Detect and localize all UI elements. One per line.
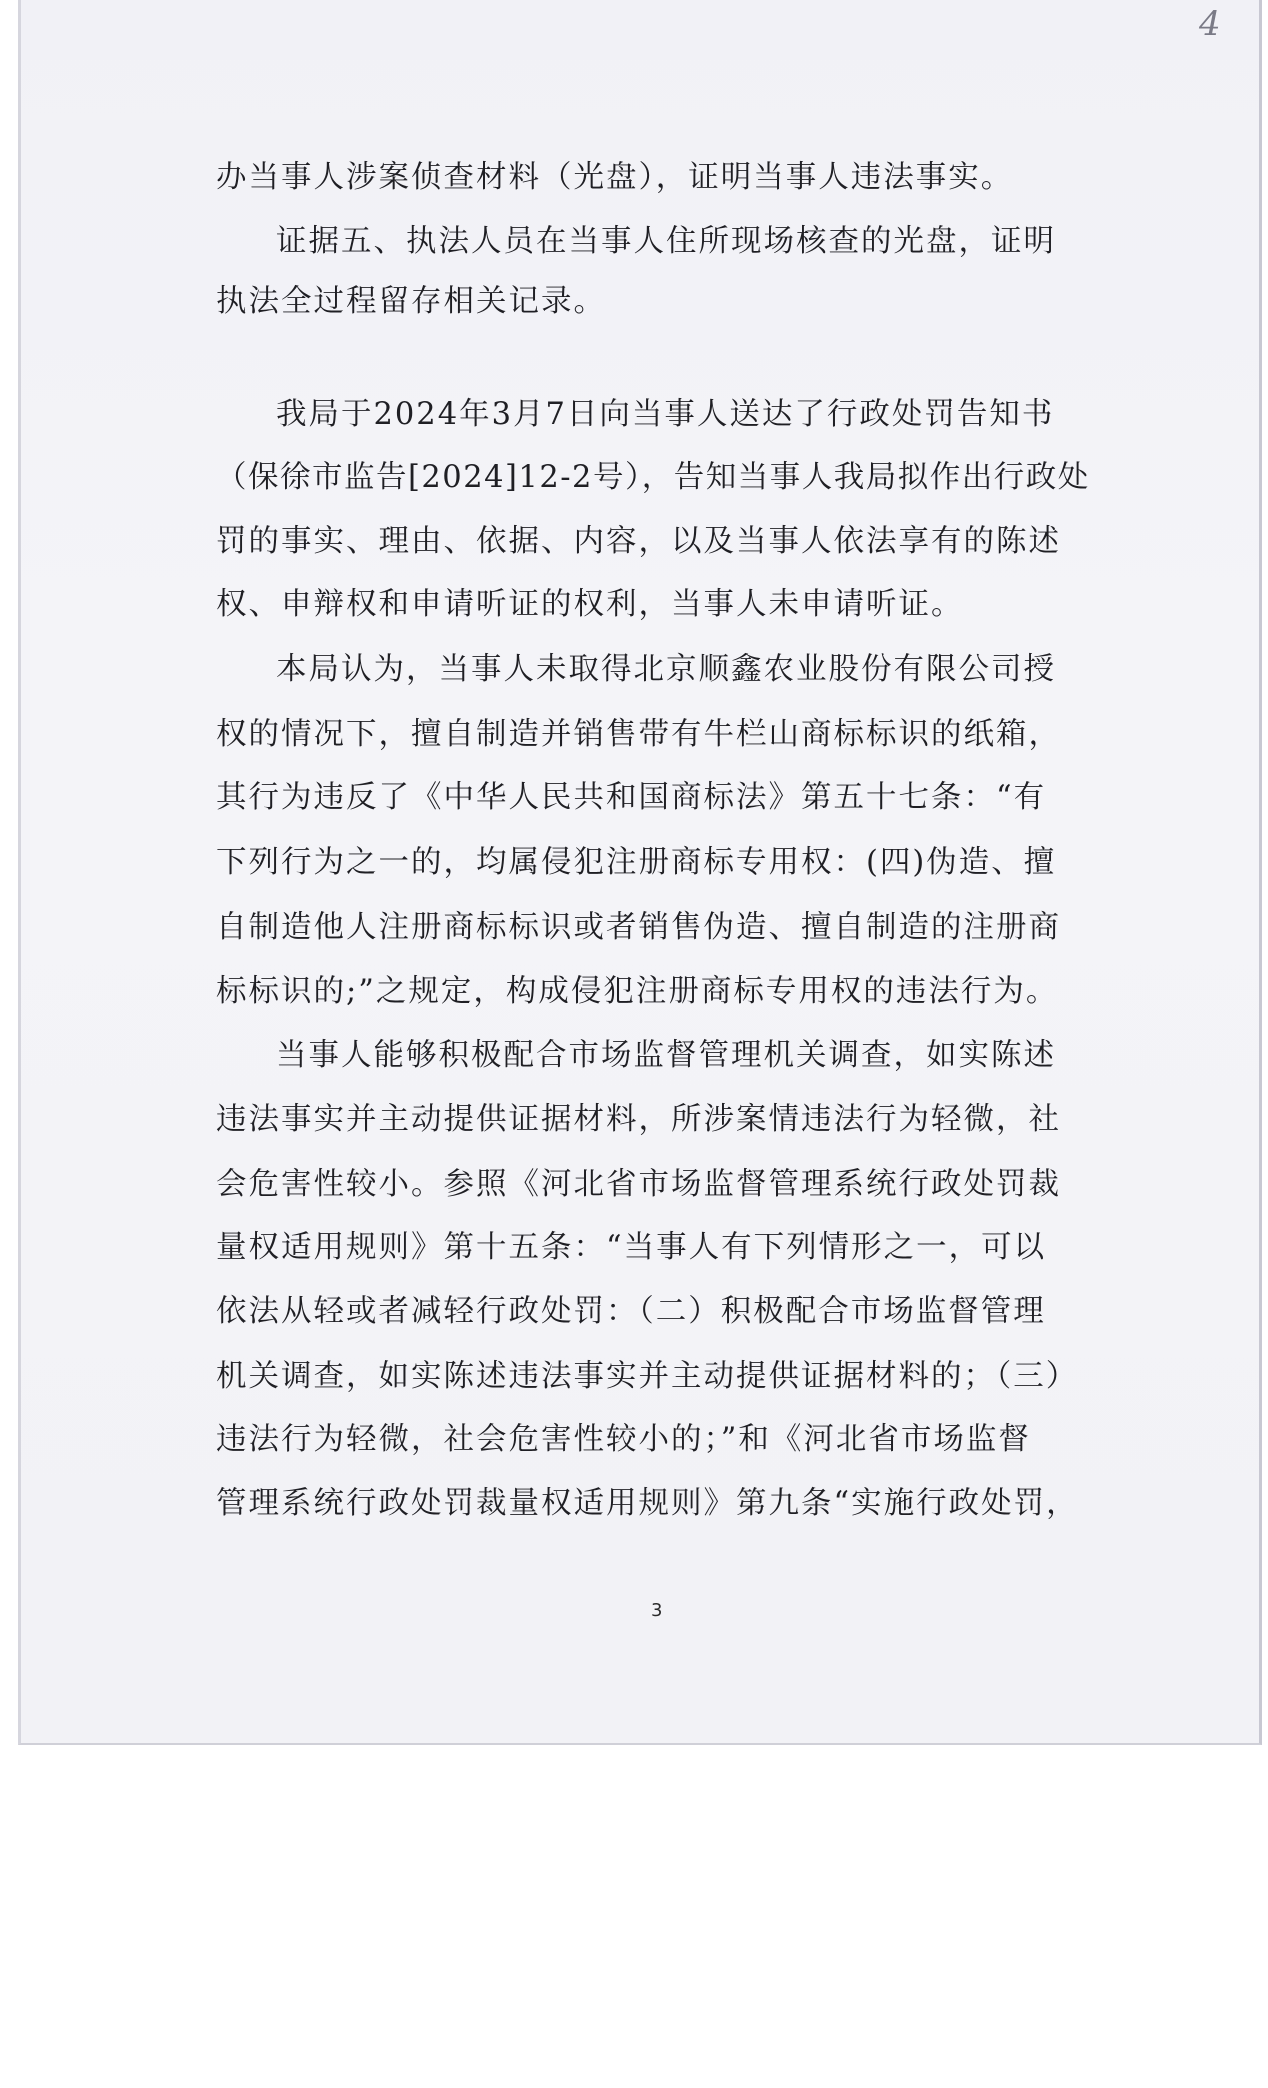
text-line-2: 证据五、执法人员在当事人住所现场核查的光盘，证明: [276, 224, 1056, 259]
text-line-1: 办当事人涉案侦查材料（光盘），证明当事人违法事实。: [216, 160, 1014, 195]
text-line-8: 本局认为，当事人未取得北京顺鑫农业股份有限公司授: [276, 652, 1056, 687]
text-line-15: 违法事实并主动提供证据材料，所涉案情违法行为轻微，社: [216, 1102, 1061, 1137]
text-line-16: 会危害性较小。参照《河北省市场监督管理系统行政处罚裁: [216, 1167, 1061, 1202]
text-line-11: 下列行为之一的，均属侵犯注册商标专用权：(四)伪造、擅: [216, 845, 1057, 880]
text-line-5: （保徐市监告[2024]12-2号），告知当事人我局拟作出行政处: [216, 460, 1090, 495]
text-line-7: 权、申辩权和申请听证的权利，当事人未申请听证。: [216, 587, 964, 622]
document-page: [18, 0, 1262, 1745]
text-line-6: 罚的事实、理由、依据、内容，以及当事人依法享有的陈述: [216, 524, 1061, 559]
text-line-18: 依法从轻或者减轻行政处罚：（二）积极配合市场监督管理: [216, 1294, 1046, 1329]
text-line-10: 其行为违反了《中华人民共和国商标法》第五十七条：“有: [216, 780, 1047, 815]
text-line-4: 我局于2024年3月7日向当事人送达了行政处罚告知书: [276, 397, 1055, 432]
text-line-9: 权的情况下，擅自制造并销售带有牛栏山商标标识的纸箱，: [216, 717, 1061, 752]
text-line-13: 标标识的;”之规定，构成侵犯注册商标专用权的违法行为。: [216, 974, 1059, 1009]
text-line-21: 管理系统行政处罚裁量权适用规则》第九条“实施行政处罚，: [216, 1486, 1079, 1521]
handwritten-page-mark: 4: [1199, 4, 1221, 44]
text-line-14: 当事人能够积极配合市场监督管理机关调查，如实陈述: [276, 1038, 1056, 1073]
text-line-17: 量权适用规则》第十五条：“当事人有下列情形之一，可以: [216, 1230, 1047, 1265]
text-line-12: 自制造他人注册商标标识或者销售伪造、擅自制造的注册商: [216, 910, 1061, 945]
text-line-3: 执法全过程留存相关记录。: [216, 284, 606, 319]
text-line-20: 违法行为轻微，社会危害性较小的；”和《河北省市场监督: [216, 1422, 1031, 1457]
text-line-19: 机关调查，如实陈述违法事实并主动提供证据材料的；（三）: [216, 1359, 1079, 1394]
page-number: 3: [651, 1600, 663, 1621]
